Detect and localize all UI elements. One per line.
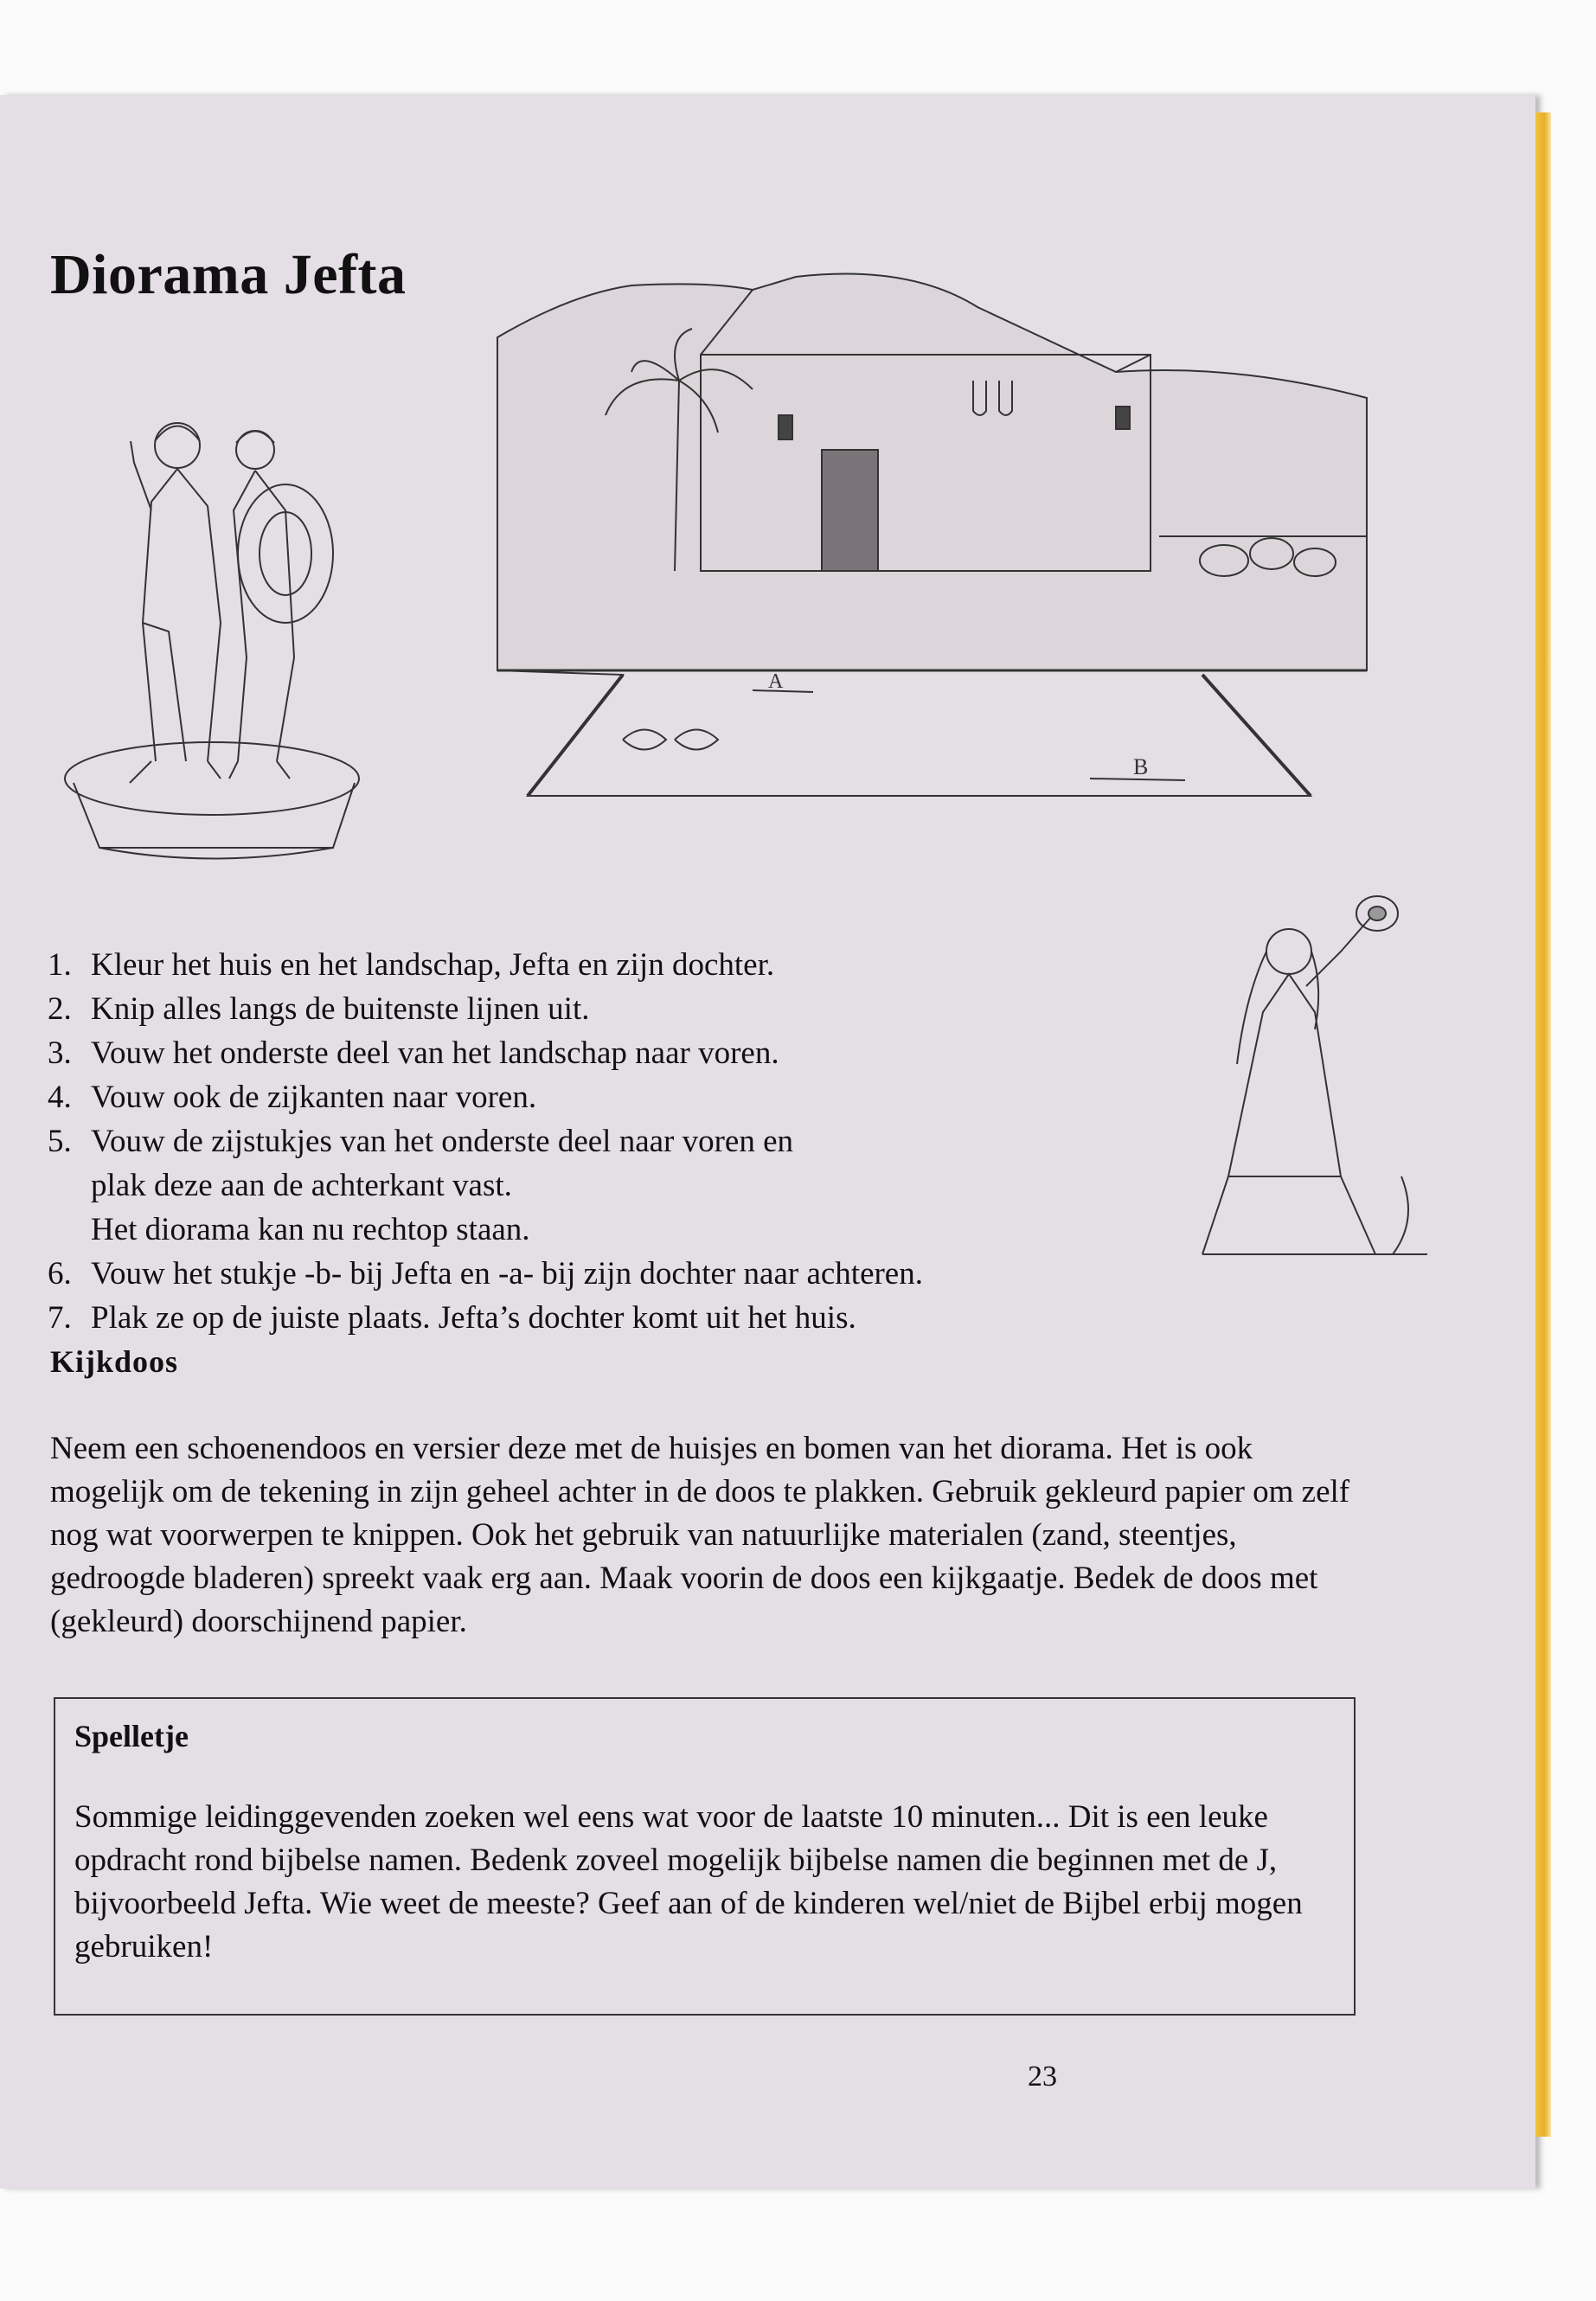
page-title: Diorama Jefta: [50, 243, 407, 306]
instruction-number: 4.: [48, 1080, 72, 1115]
instruction-text: Knip alles langs de buitenste lijnen uit.: [91, 991, 590, 1027]
instruction-text: Vouw de zijstukjes van het onderste deel naar voren en: [91, 1124, 794, 1159]
spelletje-text: Sommige leidinggevenden zoeken wel eens wat voor de laatste 10 minuten... Dit is een leuke opdracht rond bijbelse namen. Bedenk zoveel mogelijk bijbelse namen die beginnen met de J, bijvoorbeeld Jefta. Wie weet de meeste? Geef aan of de kinderen wel/niet de Bijbel erbij mogen gebruiken!: [74, 1799, 1303, 1965]
instruction-list: [48, 943, 1189, 1340]
instruction-number: 7.: [48, 1300, 72, 1336]
instruction-number: 6.: [48, 1256, 72, 1292]
instruction-number: 3.: [48, 1035, 72, 1071]
fold-label-a: A: [768, 670, 784, 693]
page-edge: [1535, 112, 1551, 2137]
spelletje-heading: Spelletje: [74, 1719, 189, 1753]
instruction-text: Vouw ook de zijkanten naar voren.: [91, 1080, 537, 1115]
kijkdoos-text: Neem een schoenendoos en versier deze met de huisjes en bomen van het diorama. Het is ook mogelijk om de tekening in zijn geheel achter in de doos te plakken. Gebruik gekleurd papier om zelf nog wat voorwerpen te knippen. Ook het gebruik van natuurlijke materialen (zand, steentjes, gedroogde bladeren) spreekt vaak erg aan. Maak voorin de doos een kijkgaatje. Bedek de doos met (gekleurd) doorschijnend papier.: [50, 1431, 1350, 1639]
instruction-item: [48, 1296, 1189, 1340]
instruction-text: plak deze aan de achterkant vast.: [91, 1168, 512, 1203]
instruction-text: Kleur het huis en het landschap, Jefta en zijn dochter.: [91, 947, 775, 983]
instruction-number: 5.: [48, 1124, 72, 1159]
instruction-item: [48, 987, 1189, 1031]
instruction-item: [48, 1075, 1189, 1119]
spelletje-box: [54, 1697, 1356, 2016]
instruction-number: 2.: [48, 991, 72, 1027]
instruction-item: [48, 1119, 1189, 1252]
page-number: 23: [1028, 2061, 1057, 2093]
diorama-landscape-illustration: [493, 268, 1384, 830]
instruction-text: Het diorama kan nu rechtop staan.: [91, 1212, 530, 1247]
instruction-text: Plak ze op de juiste plaats. Jefta’s dochter komt uit het huis.: [91, 1300, 856, 1336]
instruction-item: [48, 1031, 1189, 1075]
instruction-item: [48, 1252, 1189, 1296]
instruction-text: Vouw het stukje -b- bij Jefta en -a- bij zijn dochter naar achteren.: [91, 1256, 923, 1292]
daughter-figure-illustration: [1194, 891, 1453, 1324]
fold-label-b: B: [1133, 754, 1149, 779]
instruction-number: 1.: [48, 947, 72, 983]
instruction-text: Vouw het onderste deel van het landschap naar voren.: [91, 1035, 779, 1071]
jefta-figure-illustration: [48, 398, 376, 882]
instruction-item: [48, 943, 1189, 987]
kijkdoos-heading: Kijkdoos: [50, 1344, 179, 1379]
